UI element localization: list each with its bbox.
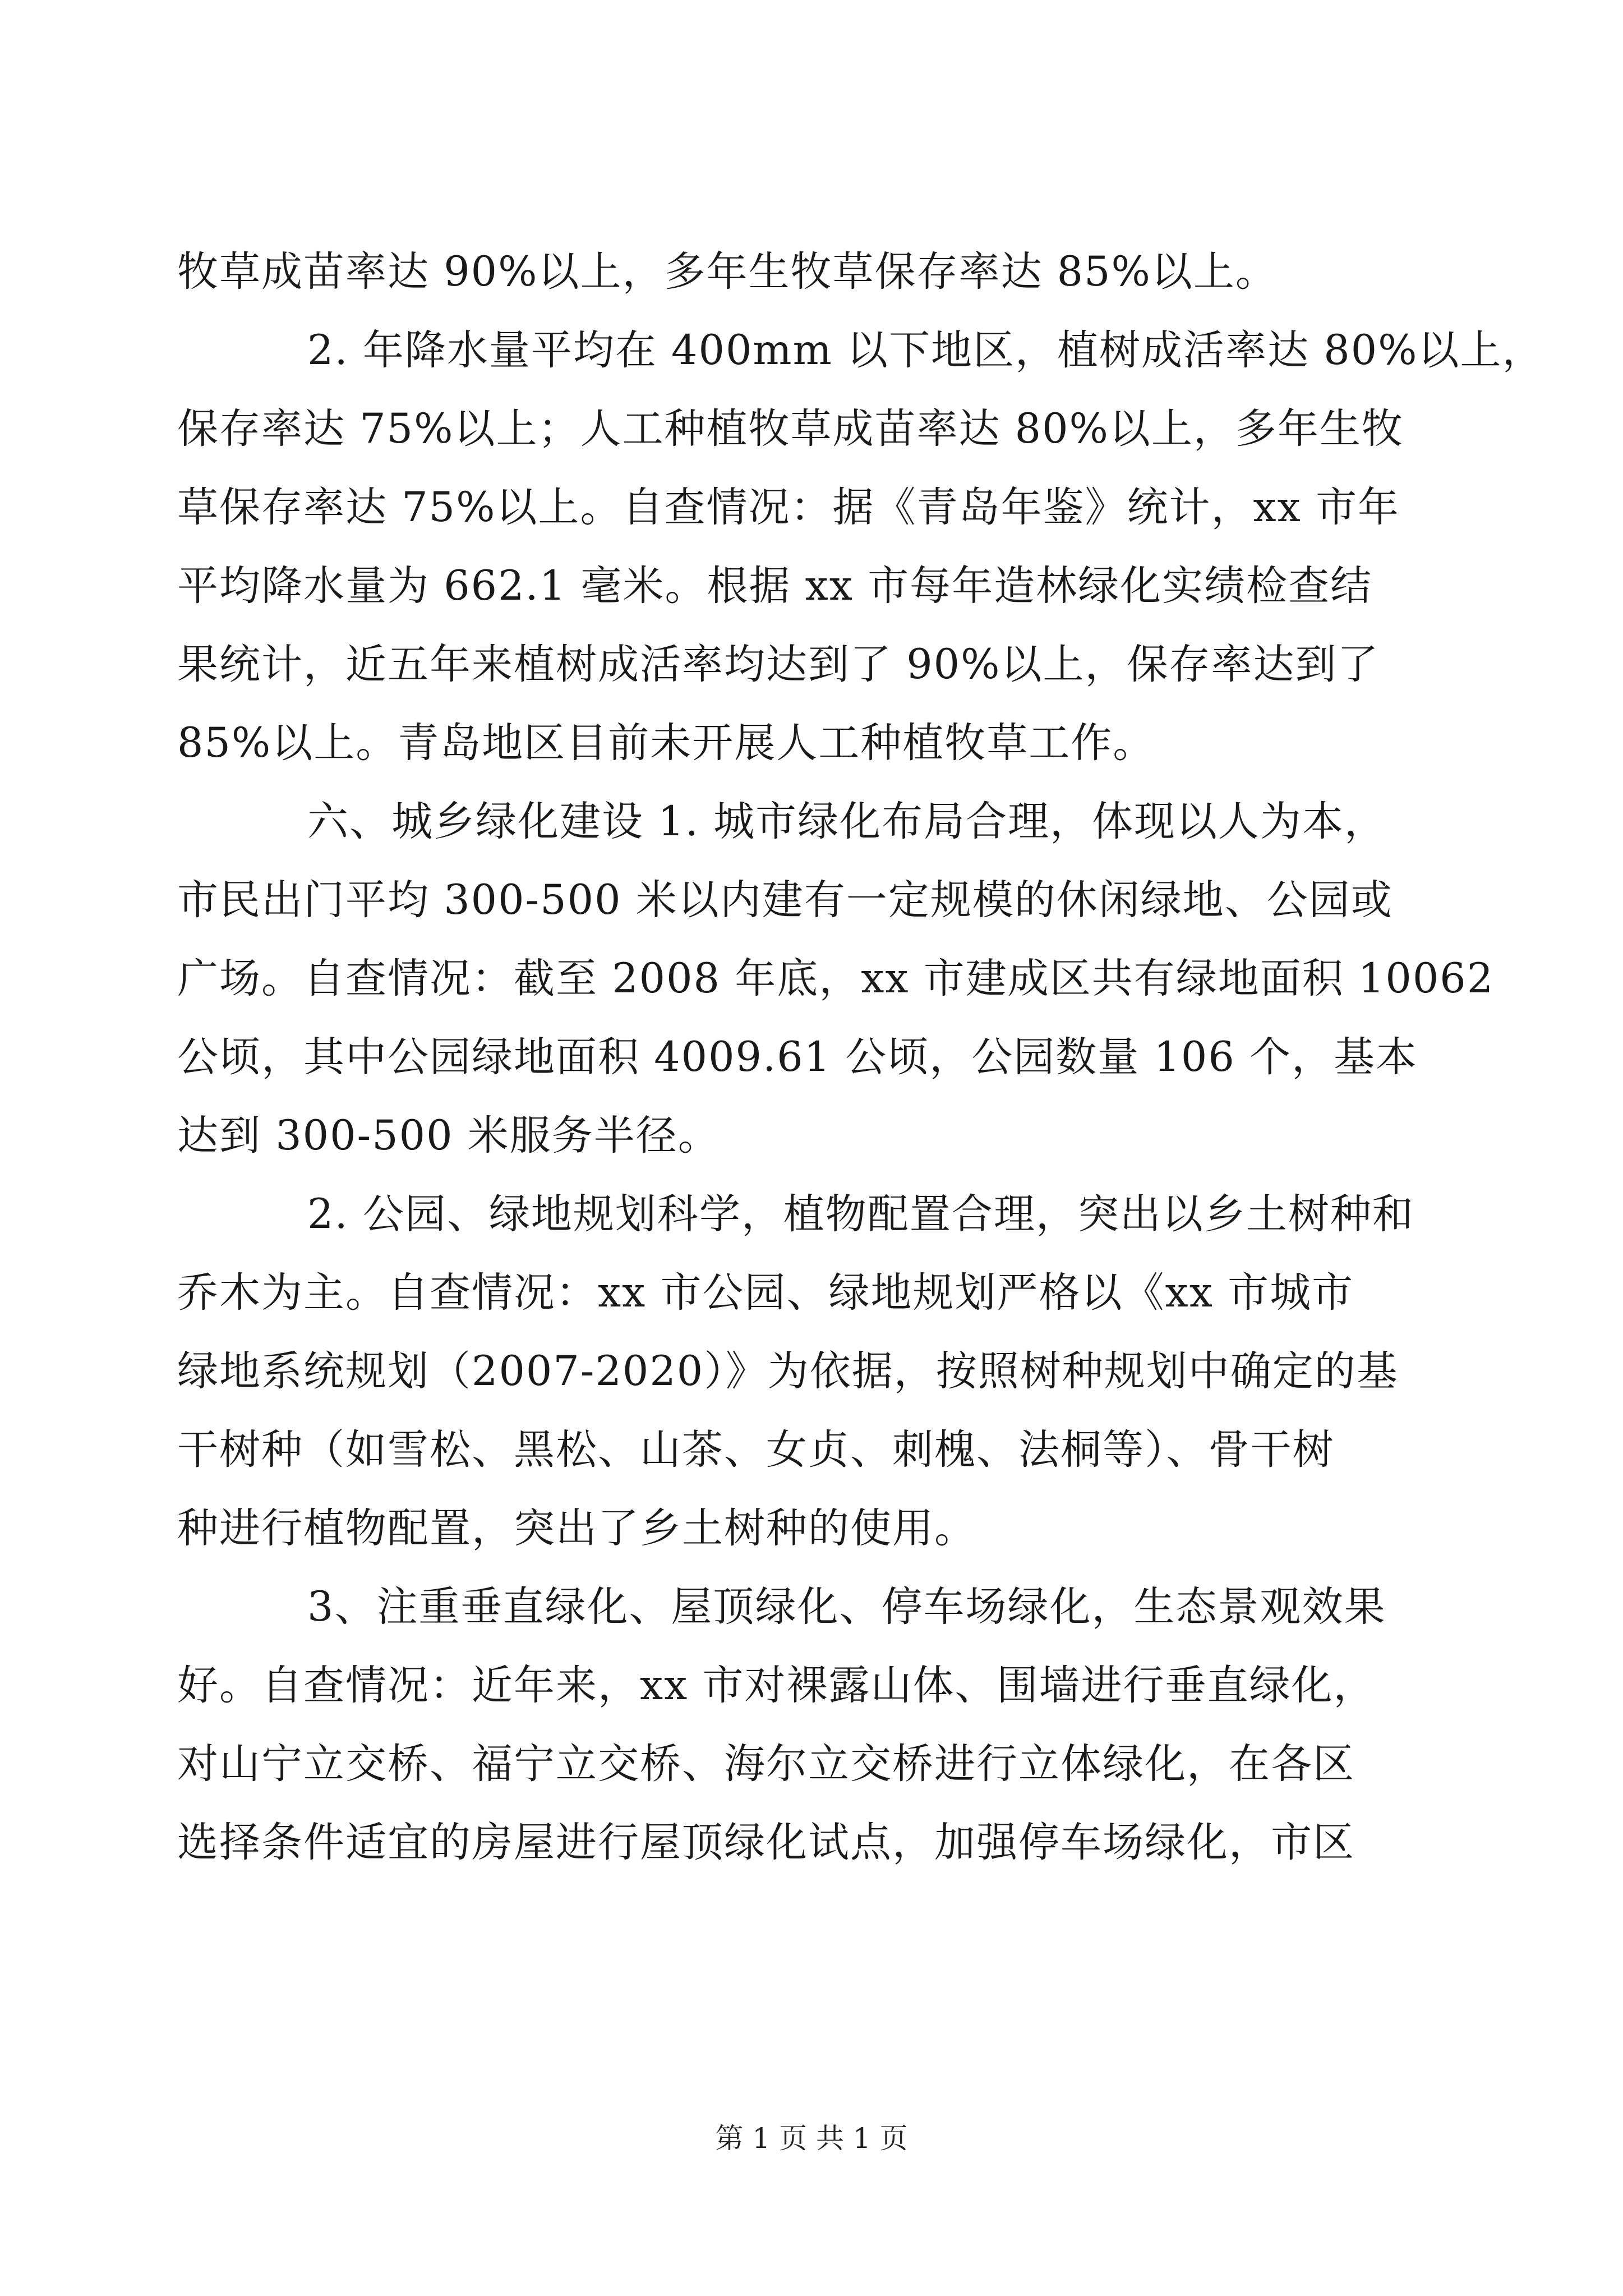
text-line: 对山宁立交桥、福宁立交桥、海尔立交桥进行立体绿化，在各区 <box>177 1740 1355 1788</box>
text-line: 乔木为主。自查情况：xx 市公园、绿地规划严格以《xx 市城市 <box>177 1269 1354 1317</box>
paragraph-first-line: 3、注重垂直绿化、屋顶绿化、停车场绿化，生态景观效果 <box>307 1583 1386 1631</box>
text-line: 达到 300-500 米服务半径。 <box>177 1112 720 1159</box>
text-line: 市民出门平均 300-500 米以内建有一定规模的休闲绿地、公园或 <box>177 876 1393 924</box>
text-line: 牧草成苗率达 90%以上，多年生牧草保存率达 85%以上。 <box>177 248 1278 296</box>
paragraph-first-line: 六、城乡绿化建设 1. 城市绿化布局合理，体现以人为本， <box>307 798 1387 845</box>
text-line: 好。自查情况：近年来，xx 市对裸露山体、围墙进行垂直绿化， <box>177 1662 1376 1709</box>
text-line: 果统计，近五年来植树成活率均达到了 90%以上，保存率达到了 <box>177 641 1380 688</box>
page-number-label: 第 1 页 共 1 页 <box>715 2122 908 2155</box>
text-line: 种进行植物配置，突出了乡土树种的使用。 <box>177 1504 976 1552</box>
text-line: 草保存率达 75%以上。自查情况：据《青岛年鉴》统计，xx 市年 <box>177 484 1400 531</box>
text-line: 干树种（如雪松、黑松、山茶、女贞、刺槐、法桐等）、骨干树 <box>177 1426 1335 1474</box>
text-line: 选择条件适宜的房屋进行屋顶绿化试点，加强停车场绿化，市区 <box>177 1819 1355 1866</box>
paragraph-first-line: 2. 年降水量平均在 400mm 以下地区，植树成活率达 80%以上， <box>307 326 1544 374</box>
text-line: 85%以上。青岛地区目前未开展人工种植牧草工作。 <box>177 719 1155 767</box>
paragraph-first-line: 2. 公园、绿地规划科学，植物配置合理，突出以乡土树种和 <box>307 1190 1414 1238</box>
text-line: 绿地系统规划（2007-2020）》为依据，按照树种规划中确定的基 <box>177 1347 1399 1395</box>
text-line: 保存率达 75%以上；人工种植牧草成苗率达 80%以上，多年生牧 <box>177 405 1404 453</box>
page-footer <box>0 2120 1623 2156</box>
text-line: 广场。自查情况：截至 2008 年底，xx 市建成区共有绿地面积 10062 <box>177 955 1495 1002</box>
document-body <box>177 233 1544 1882</box>
text-line: 公顷，其中公园绿地面积 4009.61 公顷，公园数量 106 个，基本 <box>177 1033 1418 1081</box>
text-line: 平均降水量为 662.1 毫米。根据 xx 市每年造林绿化实绩检查结 <box>177 562 1373 610</box>
